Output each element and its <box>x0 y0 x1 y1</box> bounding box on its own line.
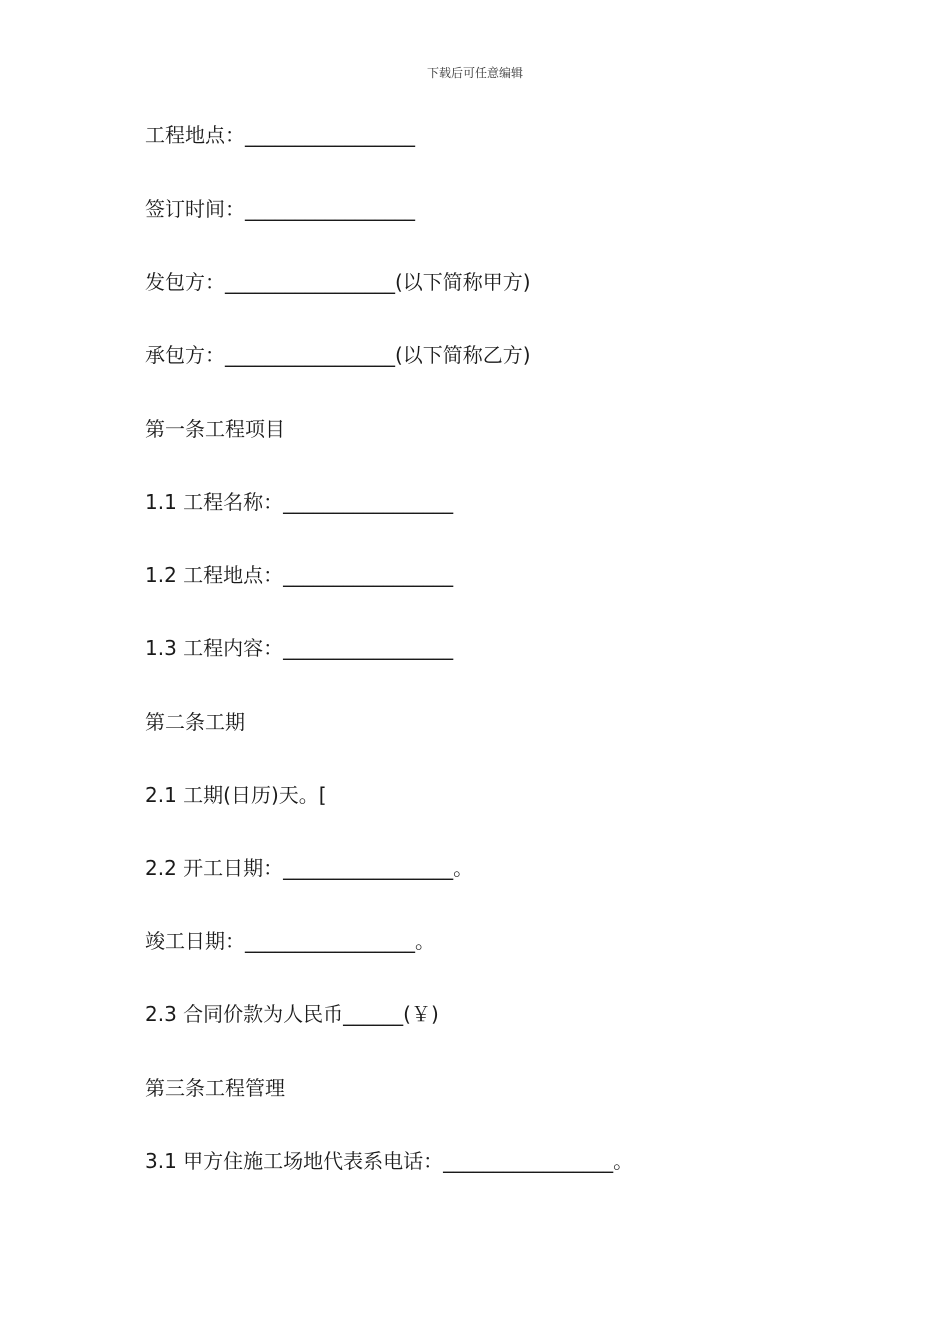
section-heading-1: 第一条工程项目 <box>145 417 285 441</box>
field-signing-date: 签订时间：_________________ <box>145 197 415 221</box>
page-header: 下载后可任意编辑 <box>426 66 523 80</box>
clause-2-2: 2.2 开工日期：_________________。 <box>145 856 474 880</box>
clause-1-1: 1.1 工程名称：_________________ <box>145 490 454 514</box>
clause-1-2: 1.2 工程地点：_________________ <box>145 563 454 587</box>
section-heading-3: 第三条工程管理 <box>145 1076 285 1100</box>
field-employer: 发包方：_________________(以下简称甲方) <box>145 270 531 294</box>
clause-2-3: 2.3 合同价款为人民币______(￥) <box>145 1002 439 1026</box>
clause-1-3: 1.3 工程内容：_________________ <box>145 636 454 660</box>
section-heading-2: 第二条工期 <box>145 710 245 734</box>
field-completion-date: 竣工日期：_________________。 <box>145 929 435 953</box>
field-contractor: 承包方：_________________(以下简称乙方) <box>145 343 531 367</box>
field-project-location: 工程地点：_________________ <box>145 123 415 147</box>
clause-3-1: 3.1 甲方住施工场地代表系电话：_________________。 <box>145 1149 634 1173</box>
clause-2-1: 2.1 工期(日历)天。[ <box>145 783 327 807</box>
